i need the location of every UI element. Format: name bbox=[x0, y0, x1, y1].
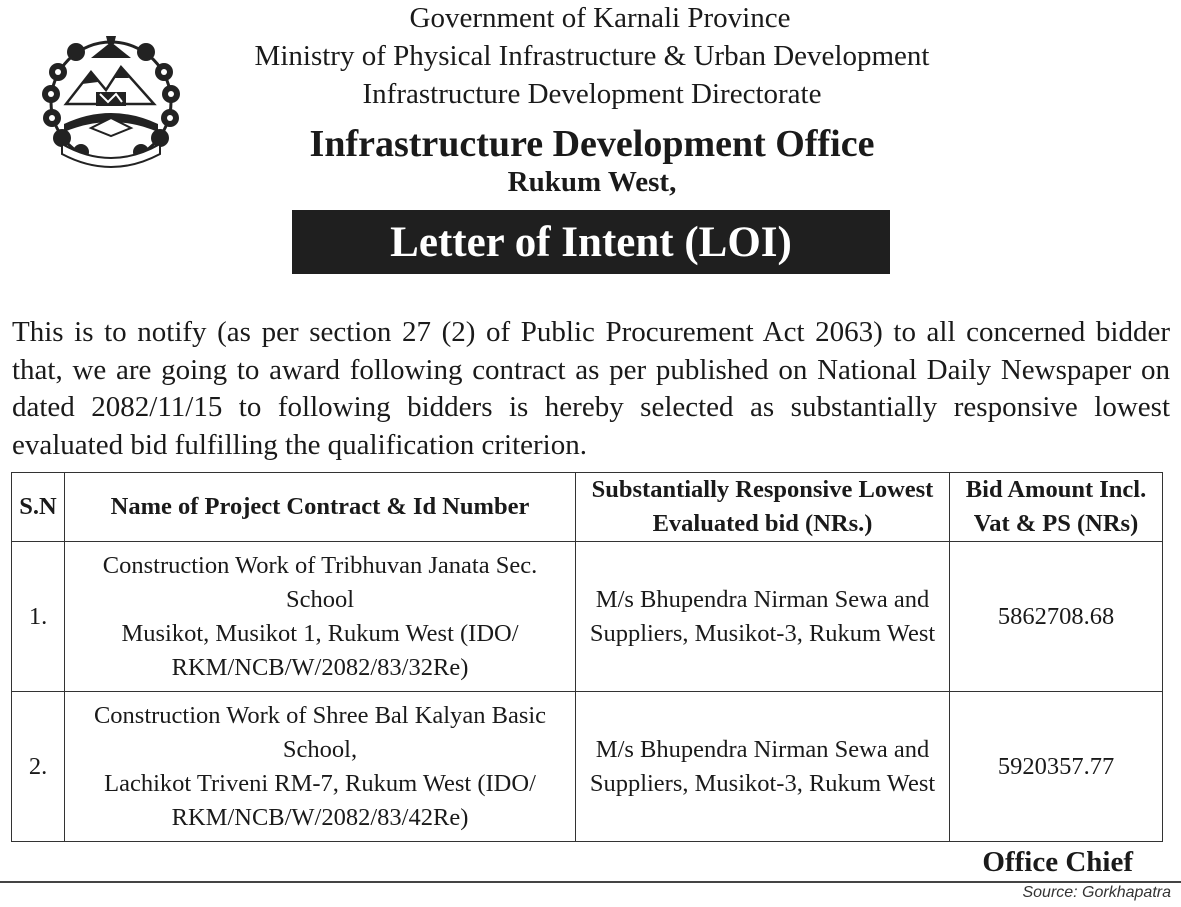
source-credit: Source: Gorkhapatra bbox=[1022, 884, 1171, 901]
notice-title: Letter of Intent (LOI) bbox=[292, 210, 890, 274]
column-header-amount: Bid Amount Incl. Vat & PS (NRs) bbox=[950, 473, 1163, 542]
row-sn: 1. bbox=[12, 542, 65, 692]
table-row bbox=[12, 542, 1163, 692]
directorate-name: Infrastructure Development Directorate bbox=[362, 78, 822, 110]
table-row bbox=[12, 692, 1163, 842]
table-header-row bbox=[12, 473, 1163, 542]
bottom-divider bbox=[0, 881, 1181, 883]
project-title: Construction Work of Tribhuvan Janata Sec. School bbox=[102, 551, 538, 613]
column-header-project: Name of Project Contract & Id Number bbox=[65, 473, 576, 542]
row-amount: 5862708.68 bbox=[950, 542, 1163, 692]
column-header-bidder: Substantially Responsive Lowest Evaluated bid (NRs.) bbox=[576, 473, 950, 542]
column-header-sn: S.N bbox=[12, 473, 65, 542]
signatory-title: Office Chief bbox=[982, 846, 1133, 878]
project-location-id: Lachikot Triveni RM-7, Rukum West (IDO/ RKM/NCB/W/2082/83/42Re) bbox=[104, 769, 536, 831]
row-bidder: M/s Bhupendra Nirman Sewa and Suppliers, Musikot-3, Rukum West bbox=[576, 542, 950, 692]
row-amount: 5920357.77 bbox=[950, 692, 1163, 842]
award-table bbox=[11, 472, 1163, 842]
row-project bbox=[65, 542, 576, 692]
row-sn: 2. bbox=[12, 692, 65, 842]
row-bidder: M/s Bhupendra Nirman Sewa and Suppliers, Musikot-3, Rukum West bbox=[576, 692, 950, 842]
office-name: Infrastructure Development Office bbox=[309, 123, 875, 165]
district-name: Rukum West, bbox=[507, 166, 677, 198]
notice-body: This is to notify (as per section 27 (2) of Public Procurement Act 2063) to all concerned bidder that, we are going to award following contract as per published on National Daily Newspaper on dated 2082/11/15 to following bidders is hereby selected as substantially responsive lowest evaluated bid fulfilling the qualification criterion. bbox=[12, 316, 1170, 461]
project-location-id: Musikot, Musikot 1, Rukum West (IDO/ RKM/NCB/W/2082/83/32Re) bbox=[121, 619, 519, 681]
project-title: Construction Work of Shree Bal Kalyan Basic School, bbox=[93, 701, 547, 763]
government-name: Government of Karnali Province bbox=[409, 2, 791, 34]
row-project bbox=[65, 692, 576, 842]
ministry-name: Ministry of Physical Infrastructure & Urban Development bbox=[254, 40, 930, 72]
